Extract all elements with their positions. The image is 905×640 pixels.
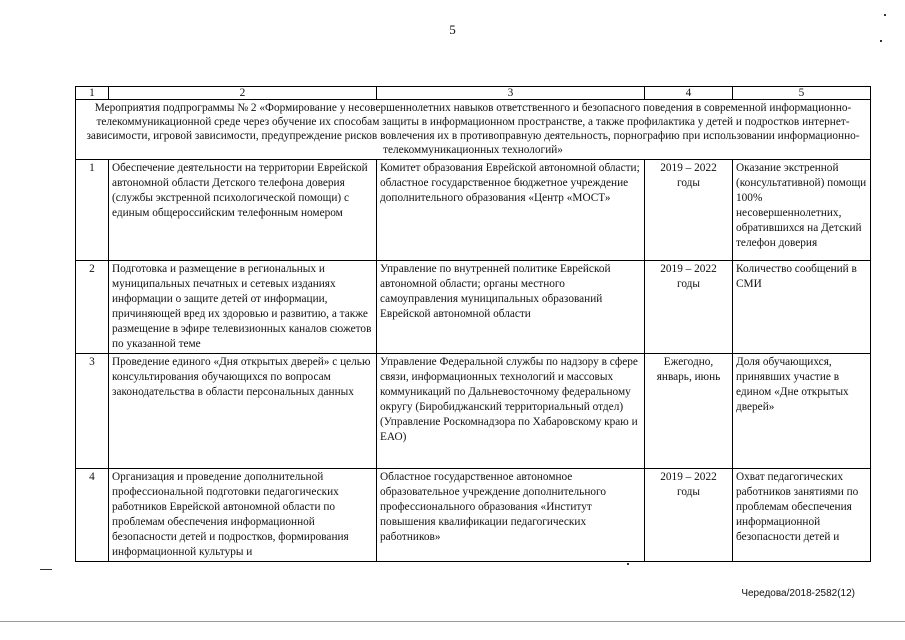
activity-cell: Организация и проведение дополнительной профессиональной подготовки педагогических работников Еврейской автономной области по проблемам обеспечения информационной безопасности детей и подростков, формирования информационной культуры и xyxy=(109,469,377,562)
table-row xyxy=(76,354,871,469)
term-cell: Ежегодно, январь, июнь xyxy=(645,354,733,469)
executor-cell: Управление Федеральной службы по надзору в сфере связи, информационных технологий и массовых коммуникаций по Дальневосточному федеральному округу (Биробиджанский территориальный отдел) (Управление Роскомнадзора по Хабаровскому краю и ЕАО) xyxy=(377,354,645,469)
activity-cell: Проведение единого «Дня открытых дверей» с целью консультирования обучающихся по вопросам законодательства в области персональных данных xyxy=(109,354,377,469)
scan-speck xyxy=(627,563,629,565)
table-row xyxy=(76,160,871,261)
margin-mark xyxy=(40,569,52,570)
table-row xyxy=(76,469,871,562)
column-number: 3 xyxy=(377,87,645,100)
result-cell: Оказание экстренной (консультативной) помощи 100% несовершеннолетних, обратившихся на Детский телефон доверия xyxy=(733,160,871,261)
scan-speck xyxy=(880,40,882,42)
executor-cell: Комитет образования Еврейской автономной области; областное государственное бюджетное учреждение дополнительного образования «Центр «МОСТ» xyxy=(377,160,645,261)
row-number: 4 xyxy=(76,469,109,562)
footer-code: Чередова/2018-2582(12) xyxy=(741,588,855,599)
term-cell: 2019 – 2022 годы xyxy=(645,160,733,261)
column-number: 1 xyxy=(76,87,109,100)
activity-cell: Подготовка и размещение в региональных и муниципальных печатных и сетевых изданиях информации о защите детей от информации, причиняющей вред их здоровью и развитию, а также размещение в эфире телевизионных каналов сюжетов по указанной теме xyxy=(109,261,377,354)
page-bottom-rule xyxy=(0,621,905,622)
table-row xyxy=(76,261,871,354)
term-cell: 2019 – 2022 годы xyxy=(645,261,733,354)
section-title: Мероприятия подпрограммы № 2 «Формирование у несовершеннолетних навыков ответственного и безопасного поведения в современной информационно-телекоммуникационной среде через обучение их способам защиты в информационном пространстве, а также профилактика у детей и подростков интернет-зависимости, игровой зависимости, предупреждение рисков вовлечения их в противоправную деятельность, порнографию при использовании информационно-телекоммуникационных технологий» xyxy=(76,100,871,160)
column-number: 2 xyxy=(109,87,377,100)
column-number: 5 xyxy=(733,87,871,100)
row-number: 3 xyxy=(76,354,109,469)
scan-speck xyxy=(884,14,886,16)
column-number-row xyxy=(76,87,871,100)
executor-cell: Областное государственное автономное образовательное учреждение дополнительного профессионального образования «Институт повышения квалификации педагогических работников» xyxy=(377,469,645,562)
activities-table xyxy=(75,86,871,562)
page-number: 5 xyxy=(449,22,456,37)
result-cell: Доля обучающихся, принявших участие в едином «Дне открытых дверей» xyxy=(733,354,871,469)
term-cell: 2019 – 2022 годы xyxy=(645,469,733,562)
row-number: 1 xyxy=(76,160,109,261)
section-row xyxy=(76,100,871,160)
result-cell: Количество сообщений в СМИ xyxy=(733,261,871,354)
result-cell: Охват педагогических работников занятиями по проблемам обеспечения информационной безопасности детей и xyxy=(733,469,871,562)
executor-cell: Управление по внутренней политике Еврейской автономной области; органы местного самоуправления муниципальных образований Еврейской автономной области xyxy=(377,261,645,354)
activity-cell: Обеспечение деятельности на территории Еврейской автономной области Детского телефона доверия (службы экстренной психологической помощи) с единым общероссийским телефонным номером xyxy=(109,160,377,261)
row-number: 2 xyxy=(76,261,109,354)
column-number: 4 xyxy=(645,87,733,100)
